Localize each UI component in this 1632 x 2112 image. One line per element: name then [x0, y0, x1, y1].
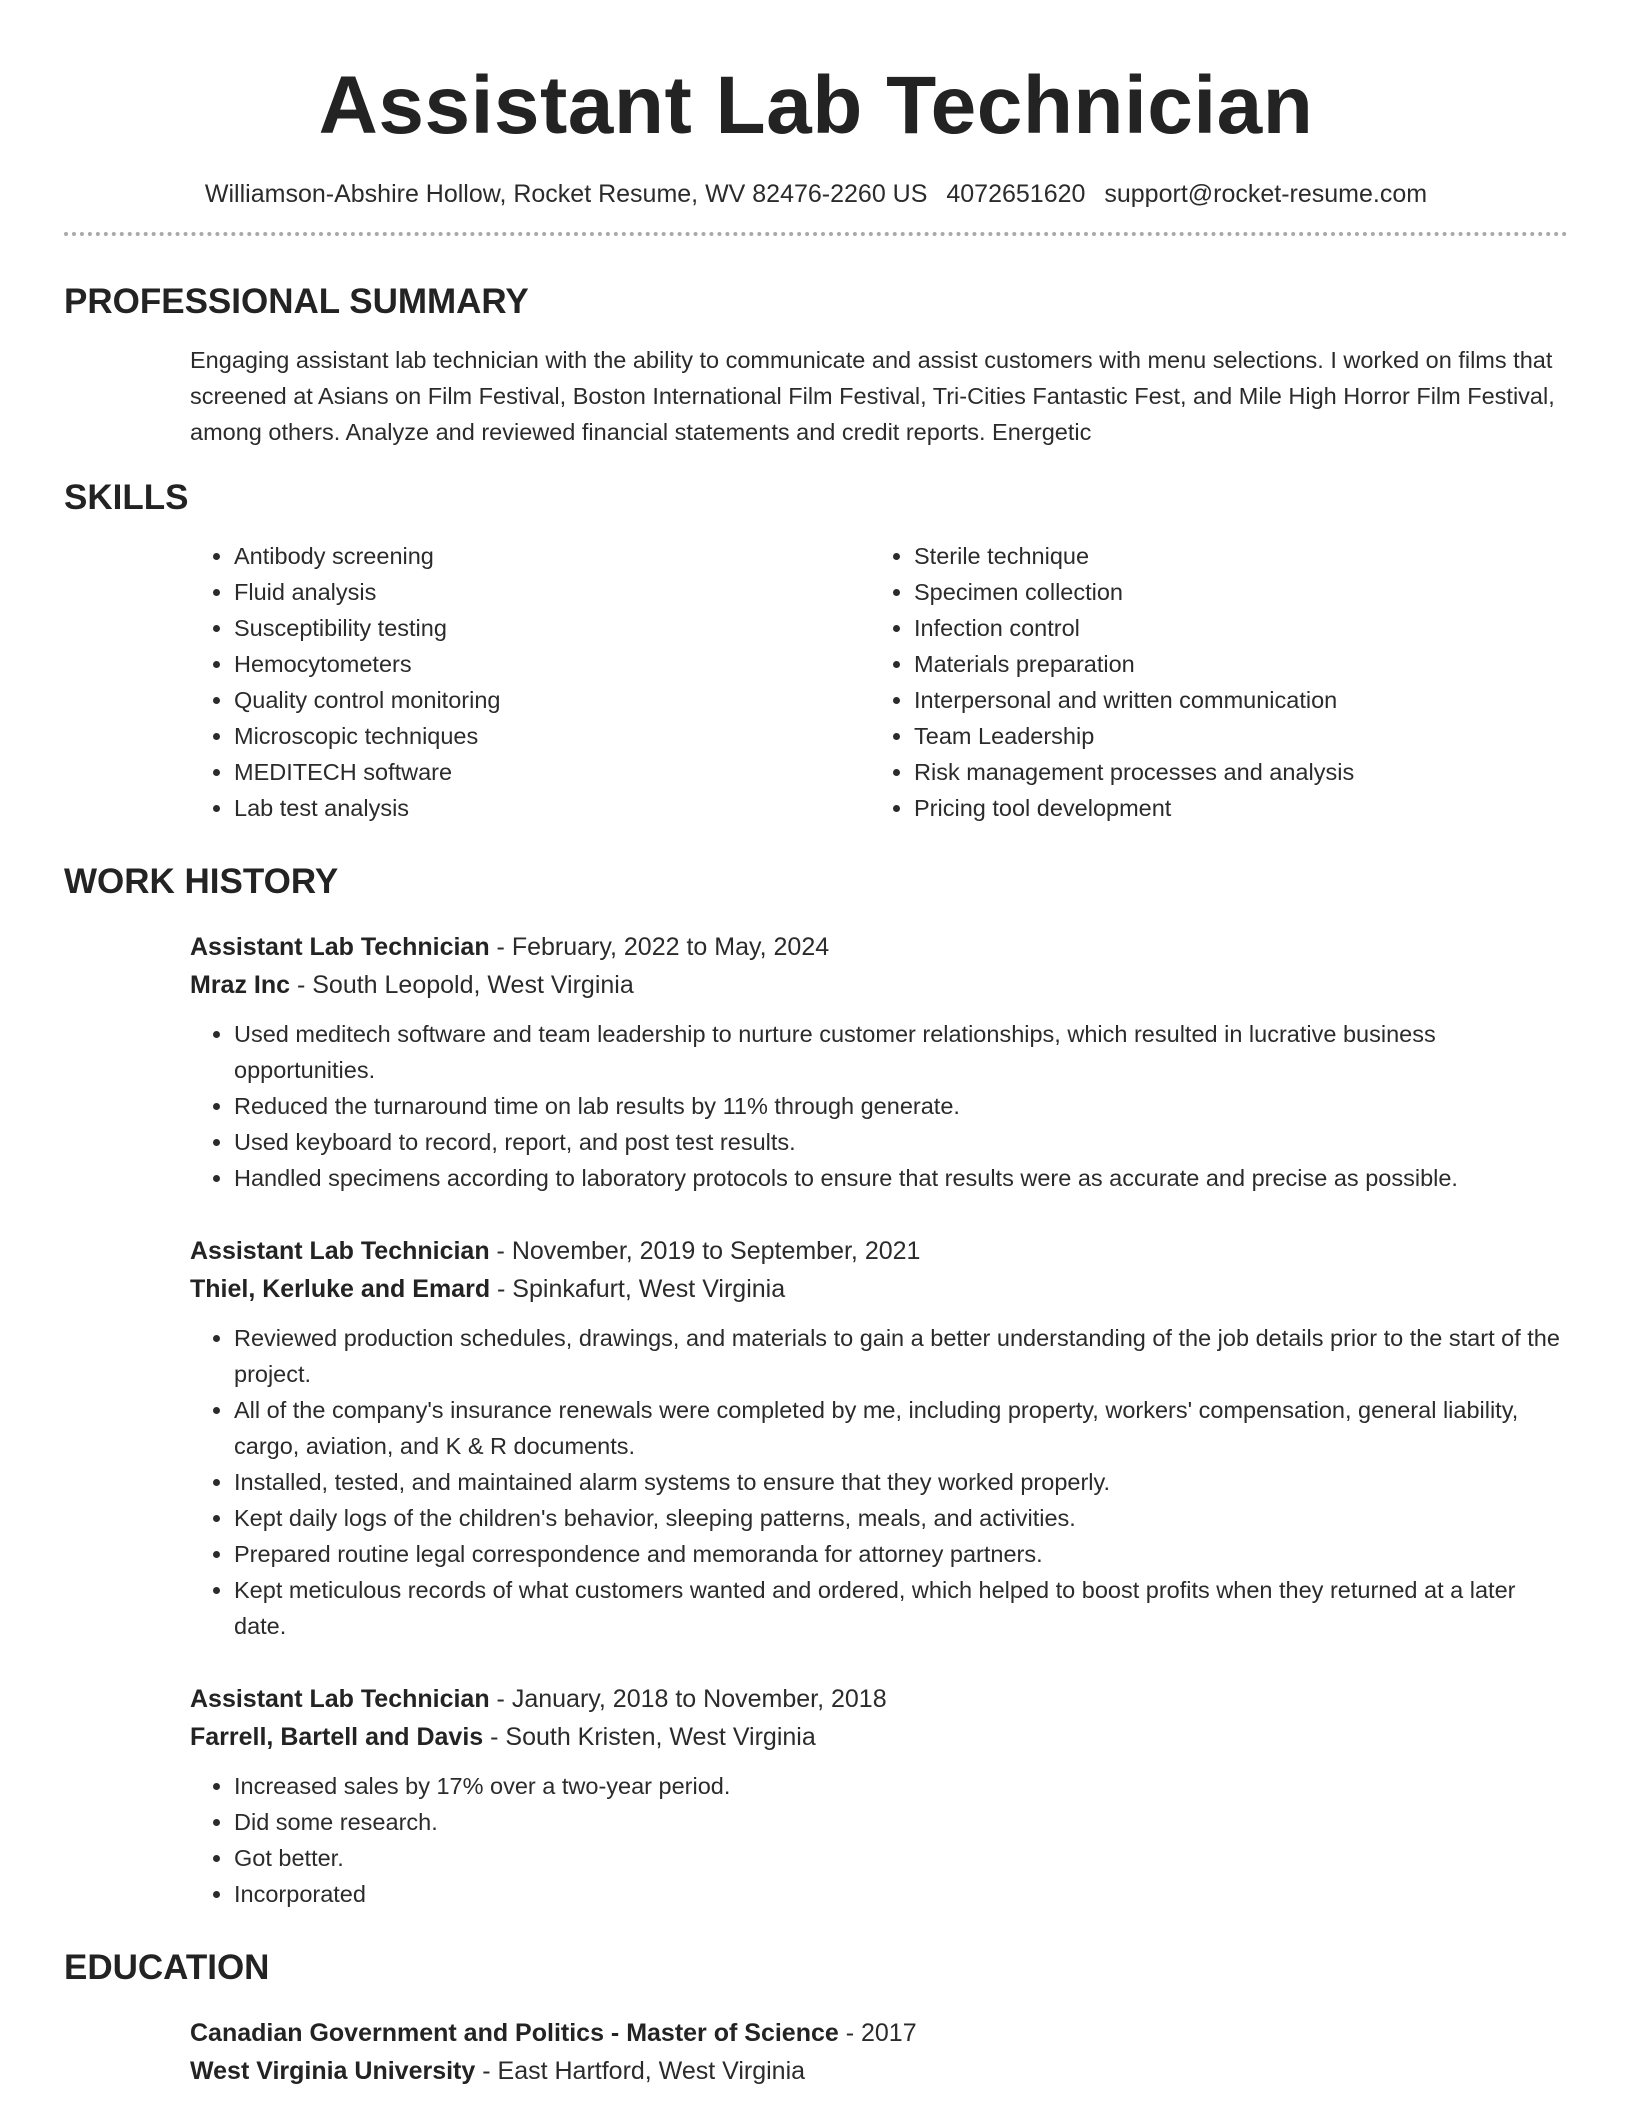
job-bullet: • Got better. — [234, 1840, 1568, 1876]
job-bullet: • All of the company's insurance renewals were completed by me, including property, workers' compensation, general liability, cargo, aviation, and K & R documents. — [234, 1392, 1568, 1464]
summary-text: Engaging assistant lab technician with the ability to communicate and assist customers with menu selections. I worked on films that screened at Asians on Film Festival, Boston International Film Festival, Tri-Cities Fantastic Fest, and Mile High Horror Film Festival, among others. Analyze and reviewed financial statements and credit reports. Energetic — [190, 347, 1555, 445]
job-company: Thiel, Kerluke and Emard — [190, 1275, 491, 1303]
job-bullets — [190, 1320, 1568, 1644]
skill-item: • Microscopic techniques — [234, 718, 870, 754]
job-bullet: • Kept daily logs of the children's behavior, sleeping patterns, meals, and activities. — [234, 1500, 1568, 1536]
job-role: Assistant Lab Technician — [190, 1237, 490, 1265]
contact-address: Williamson-Abshire Hollow, Rocket Resume, WV 82476-2260 US — [204, 180, 928, 208]
job-bullet: • Reduced the turnaround time on lab results by 11% through generate. — [234, 1088, 1568, 1124]
skills-section — [64, 538, 1568, 826]
job-company: Mraz Inc — [190, 971, 291, 999]
contact-line — [64, 178, 1568, 210]
job-bullet: • Kept meticulous records of what customers wanted and ordered, which helped to boost profits when they returned at a later date. — [234, 1572, 1568, 1644]
header-divider — [64, 232, 1568, 236]
job-bullet: • Used keyboard to record, report, and post test results. — [234, 1124, 1568, 1160]
job-title-line — [190, 1680, 1568, 1718]
job-bullet: • Prepared routine legal correspondence and memoranda for attorney partners. — [234, 1536, 1568, 1572]
contact-email: support@rocket-resume.com — [1104, 180, 1428, 208]
section-title-work: WORK HISTORY — [64, 862, 339, 901]
job-role: Assistant Lab Technician — [190, 933, 490, 961]
job-bullet: • Did some research. — [234, 1804, 1568, 1840]
job-bullet: • Installed, tested, and maintained alarm systems to ensure that they worked properly. — [234, 1464, 1568, 1500]
skill-item: • Specimen collection — [914, 574, 1354, 610]
education-year: - 2017 — [838, 2019, 917, 2047]
job-company-line — [190, 1718, 1568, 1756]
job-bullets — [190, 1016, 1568, 1196]
skill-item: • Sterile technique — [914, 538, 1354, 574]
job-location: - South Kristen, West Virginia — [483, 1723, 816, 1751]
job-location: - Spinkafurt, West Virginia — [490, 1275, 786, 1303]
education-school-line — [190, 2052, 1568, 2090]
section-title-summary: PROFESSIONAL SUMMARY — [64, 282, 529, 321]
job-title-line — [190, 928, 1568, 966]
job-bullet: • Used meditech software and team leadership to nurture customer relationships, which resulted in lucrative business opportunities. — [234, 1016, 1568, 1088]
skill-item: • Fluid analysis — [234, 574, 870, 610]
job-entry-2 — [64, 1232, 1568, 1644]
job-title-line — [190, 1232, 1568, 1270]
skill-item: • Materials preparation — [914, 646, 1354, 682]
education-degree-line — [190, 2014, 1568, 2052]
job-company-line — [190, 1270, 1568, 1308]
skill-item: • Risk management processes and analysis — [914, 754, 1354, 790]
job-entry-3 — [64, 1680, 1568, 1912]
skills-column-1 — [190, 538, 870, 826]
skill-item: • Team Leadership — [914, 718, 1354, 754]
job-dates: - January, 2018 to November, 2018 — [489, 1685, 887, 1713]
skill-item: • Hemocytometers — [234, 646, 870, 682]
education-location: - East Hartford, West Virginia — [475, 2057, 806, 2085]
skill-item: • Antibody screening — [234, 538, 870, 574]
job-dates: - November, 2019 to September, 2021 — [489, 1237, 921, 1265]
job-role: Assistant Lab Technician — [190, 1685, 490, 1713]
skill-item: • MEDITECH software — [234, 754, 870, 790]
candidate-name: Assistant Lab Technician — [318, 60, 1314, 151]
skill-item: • Susceptibility testing — [234, 610, 870, 646]
job-bullet: • Reviewed production schedules, drawings, and materials to gain a better understanding of the job details prior to the start of the project. — [234, 1320, 1568, 1392]
job-location: - South Leopold, West Virginia — [290, 971, 634, 999]
skill-item: • Pricing tool development — [914, 790, 1354, 826]
job-bullet: • Handled specimens according to laboratory protocols to ensure that results were as accurate and precise as possible. — [234, 1160, 1568, 1196]
skill-item: • Infection control — [914, 610, 1354, 646]
education-entry — [64, 2014, 1568, 2090]
skills-column-2 — [870, 538, 1354, 826]
skill-item: • Lab test analysis — [234, 790, 870, 826]
education-degree: Canadian Government and Politics - Master of Science — [190, 2019, 839, 2047]
skill-item: • Quality control monitoring — [234, 682, 870, 718]
contact-phone: 4072651620 — [946, 180, 1086, 208]
skill-item: • Interpersonal and written communication — [914, 682, 1354, 718]
summary-section — [64, 342, 1568, 450]
job-company-line — [190, 966, 1568, 1004]
job-bullet: • Incorporated — [234, 1876, 1568, 1912]
section-title-skills: SKILLS — [64, 478, 189, 517]
job-bullets — [190, 1768, 1568, 1912]
education-school: West Virginia University — [190, 2057, 476, 2085]
job-company: Farrell, Bartell and Davis — [190, 1723, 484, 1751]
section-title-education: EDUCATION — [64, 1948, 270, 1987]
job-entry-1 — [64, 928, 1568, 1196]
job-bullet: • Increased sales by 17% over a two-year period. — [234, 1768, 1568, 1804]
job-dates: - February, 2022 to May, 2024 — [489, 933, 830, 961]
